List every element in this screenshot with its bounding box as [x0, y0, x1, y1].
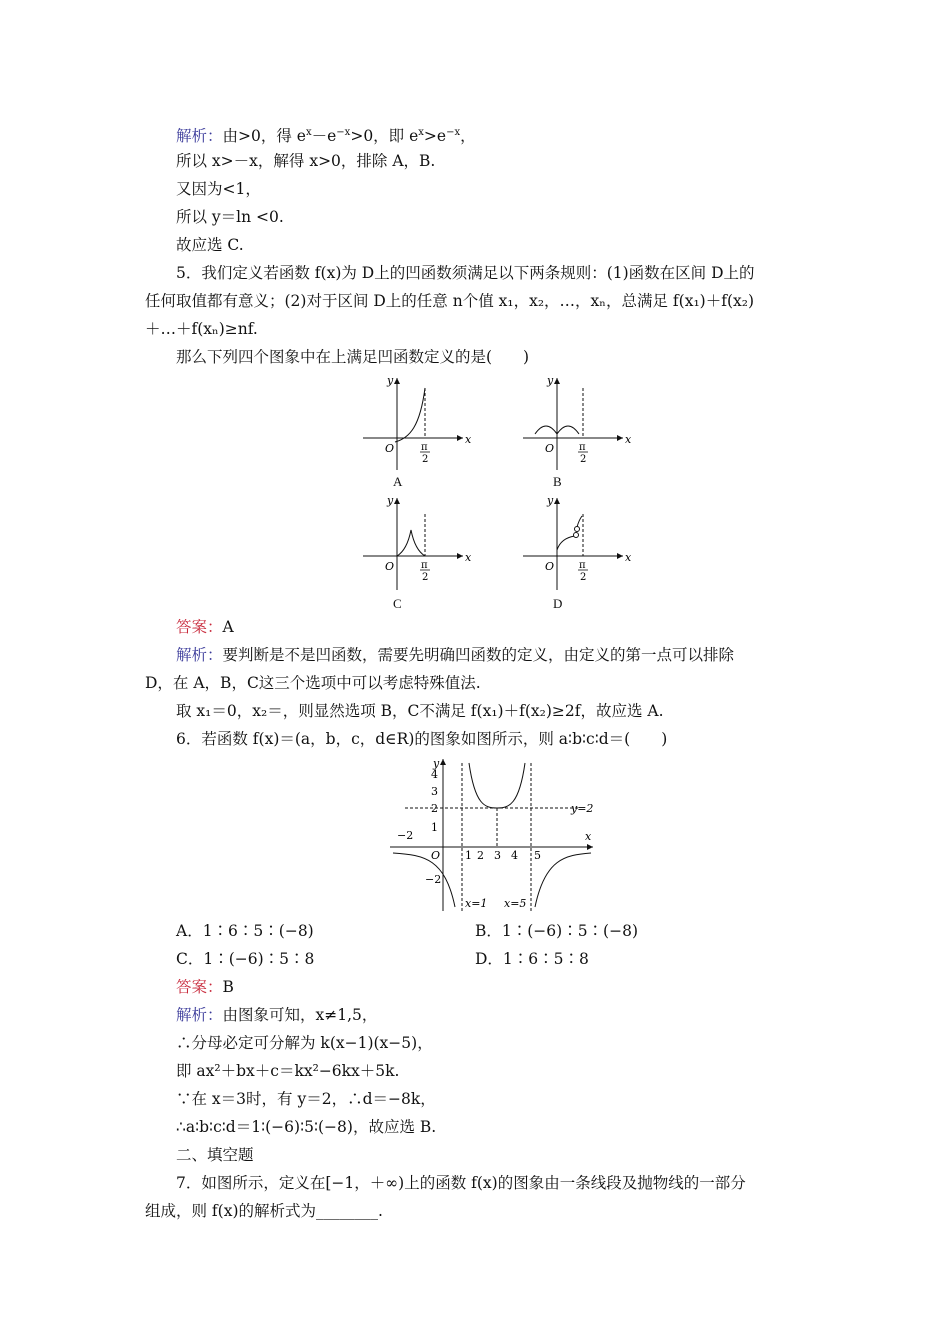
q6-answer-line — [176, 976, 234, 998]
svg-text:2: 2 — [580, 454, 587, 465]
q6-expl-line3: 即 ax²＋bx＋c＝kx²−6kx＋5k. — [176, 1062, 400, 1080]
q5-graph-d — [515, 490, 635, 600]
svg-text:π: π — [579, 560, 586, 571]
svg-text:y: y — [387, 374, 394, 387]
svg-text:O: O — [385, 442, 395, 455]
q5-expl-line1: 解析：要判断是不是凹函数，需要先明确凹函数的定义，由定义的第一点可以排除 — [176, 646, 735, 664]
q5-stem-line3: ＋…＋f(xₙ)≥nf. — [145, 320, 258, 338]
svg-text:x: x — [585, 830, 592, 843]
q5-graph-b — [515, 368, 635, 478]
q4-expl-line5: 故应选 C. — [176, 236, 244, 254]
svg-text:y: y — [547, 374, 554, 387]
q5-stem-line2: 任何取值都有意义；(2)对于区间 D上的任意 n个值 x₁，x₂，…，xₙ，总满足 f(x₁)＋f(x₂) — [145, 292, 755, 310]
q6-option-b: B．1∶(−6)∶5∶(−8) — [475, 922, 639, 940]
svg-text:x: x — [625, 433, 632, 446]
svg-text:1: 1 — [431, 821, 438, 834]
q6-expl-line5: ∴a∶b∶c∶d＝1∶(−6)∶5∶(−8)，故应选 B. — [176, 1118, 437, 1136]
svg-text:2: 2 — [422, 572, 429, 583]
q6-expl-line2: ∴分母必定可分解为 k(x−1)(x−5)， — [176, 1034, 433, 1052]
q5-expl-line3: 取 x₁＝0，x₂＝，则显然选项 B，C不满足 f(x₁)＋f(x₂)≥2f，故应选 A. — [176, 702, 664, 720]
svg-text:y: y — [547, 494, 554, 507]
svg-text:x: x — [625, 551, 632, 564]
svg-text:x: x — [465, 551, 472, 564]
svg-text:x=1: x=1 — [465, 897, 488, 910]
q5-answer-label: 答案： — [176, 618, 223, 636]
q4-expl-line2: 所以 x>－x，解得 x>0，排除 A，B. — [176, 152, 436, 170]
q5-stem-line4: 那么下列四个图象中在上满足凹函数定义的是( ) — [176, 348, 530, 366]
svg-text:O: O — [385, 560, 395, 573]
q4-expl-label: 解析： — [176, 127, 223, 146]
svg-text:2: 2 — [431, 802, 438, 815]
q5-expl-label: 解析： — [176, 646, 223, 664]
svg-text:3: 3 — [494, 849, 501, 862]
svg-text:O: O — [431, 849, 441, 862]
svg-text:y: y — [387, 494, 394, 507]
svg-text:x=5: x=5 — [504, 897, 527, 910]
q6-option-c: C．1∶(−6)∶5∶8 — [176, 950, 315, 968]
q4-expl-line4: 所以 y＝ln <0. — [176, 208, 284, 226]
q5-answer-value: A — [222, 618, 234, 636]
svg-text:π: π — [421, 560, 428, 571]
q6-option-a: A．1∶6∶5∶(−8) — [176, 922, 314, 940]
svg-text:2: 2 — [580, 572, 587, 583]
q6-stem-line1: 6．若函数 f(x)＝(a，b，c，d∈R)的图象如图所示，则 a∶b∶c∶d＝( ) — [176, 730, 668, 748]
svg-text:5: 5 — [534, 849, 541, 862]
q5-answer-line — [176, 616, 234, 638]
svg-text:2: 2 — [422, 454, 429, 465]
q6-expl-label: 解析： — [176, 1006, 223, 1024]
q5-expl-line2: D，在 A，B，C这三个选项中可以考虑特殊值法. — [145, 674, 481, 692]
q6-graph — [385, 755, 600, 915]
q6-answer-label: 答案： — [176, 978, 223, 996]
q5-graph-a-caption: A — [393, 474, 403, 489]
svg-text:2: 2 — [477, 849, 484, 862]
svg-text:x: x — [465, 433, 472, 446]
svg-text:O: O — [545, 442, 555, 455]
section-heading-fill-blank: 二、填空题 — [176, 1146, 254, 1164]
q6-expl-line1: 解析：由图象可知，x≠1,5， — [176, 1006, 378, 1024]
q4-expl-line1: 解析：由>0，得 $e^x-e^{-x}>0$，即 $e^x>e^{-x}$， — [176, 127, 476, 146]
q5-graph-d-caption: D — [553, 596, 563, 611]
svg-text:3: 3 — [431, 785, 438, 798]
svg-text:1: 1 — [465, 849, 472, 862]
q6-expl-line4: ∵在 x＝3时，有 y＝2，∴d＝−8k， — [176, 1090, 436, 1108]
q5-graph-c-caption: C — [393, 596, 402, 611]
svg-text:O: O — [545, 560, 555, 573]
q6-answer-value: B — [222, 978, 234, 996]
q4-expl-line3: 又因为<1， — [176, 180, 261, 198]
svg-text:−2: −2 — [397, 829, 414, 842]
q5-stem-line1: 5．我们定义若函数 f(x)为 D上的凹函数须满足以下两条规则：(1)函数在区间 D上的 — [176, 264, 755, 282]
q5-graph-b-caption: B — [553, 474, 562, 489]
svg-text:y: y — [433, 757, 440, 770]
svg-text:π: π — [579, 442, 586, 453]
svg-text:−2: −2 — [425, 873, 442, 886]
svg-text:y=2: y=2 — [571, 802, 594, 815]
svg-text:4: 4 — [431, 768, 438, 781]
q5-graph-a — [355, 368, 475, 478]
q7-stem-line1: 7．如图所示，定义在[−1，＋∞)上的函数 f(x)的图象由一条线段及抛物线的一部分 — [176, 1174, 746, 1192]
svg-text:π: π — [421, 442, 428, 453]
q7-stem-line2: 组成，则 f(x)的解析式为________. — [145, 1202, 383, 1220]
svg-text:4: 4 — [511, 849, 518, 862]
q5-graph-c — [355, 490, 475, 600]
q6-option-d: D．1∶6∶5∶8 — [475, 950, 589, 968]
